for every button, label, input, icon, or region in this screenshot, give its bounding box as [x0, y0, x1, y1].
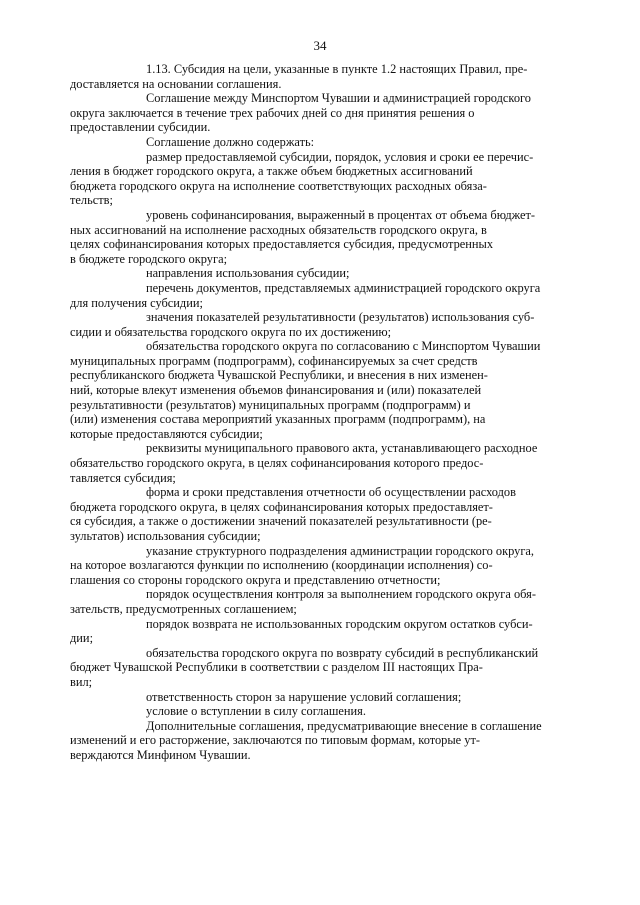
text-line: уровень софинансирования, выраженный в процентах от объема бюджет- [146, 207, 536, 222]
text-line: обязательства городского округа по возврату субсидий в республиканский [146, 645, 539, 660]
paragraph [70, 339, 596, 441]
text-line: тельств; [70, 193, 113, 208]
text-line: ления в бюджет городского округа, а также объем бюджетных ассигнований [70, 164, 473, 179]
paragraph [70, 280, 596, 310]
page-body [70, 62, 596, 763]
text-line: условие о вступлении в силу соглашения. [146, 704, 366, 719]
paragraph [70, 616, 596, 646]
text-line: 1.13. Субсидия на цели, указанные в пункте 1.2 настоящих Правил, пре- [146, 62, 528, 76]
text-line: Дополнительные соглашения, предусматривающие внесение в соглашение [146, 718, 542, 733]
text-line: ний, которые влекут изменения объемов финансирования и (или) показателей [70, 383, 482, 398]
paragraph [70, 718, 596, 763]
paragraph [70, 207, 596, 266]
paragraph [70, 645, 596, 690]
text-line: зультатов) использования субсидии; [70, 529, 261, 543]
paragraph [108, 135, 596, 150]
paragraph [70, 485, 596, 543]
text-line: в бюджете городского округа; [70, 251, 228, 266]
text-line: верждаются Минфином Чувашии. [70, 747, 251, 762]
paragraph [70, 91, 596, 135]
text-line: которые предоставляются субсидии; [70, 426, 263, 441]
text-line: ся субсидия, а также о достижении значений показателей результативности (ре- [70, 514, 492, 529]
text-line: тавляется субсидия; [70, 470, 176, 485]
text-line: ных ассигнований на исполнение расходных обязательств городского округа, в [70, 222, 487, 237]
paragraph [108, 266, 596, 281]
text-line: Соглашение между Минспортом Чувашии и администрацией городского [146, 91, 531, 106]
paragraph [108, 690, 596, 705]
text-line: значения показателей результативности (результатов) использования суб- [146, 310, 535, 325]
text-line: зательств, предусмотренных соглашением; [70, 601, 297, 616]
text-line: республиканского бюджета Чувашской Республики, и внесения в них изменен- [70, 368, 488, 383]
text-line: форма и сроки представления отчетности об осуществлении расходов [146, 485, 516, 500]
text-line: на которое возлагаются функции по исполнению (координации исполнения) со- [70, 558, 493, 573]
paragraph [70, 543, 596, 588]
text-line: муниципальных программ (подпрограмм), софинансируемых за счет средств [70, 353, 478, 368]
text-line: ответственность сторон за нарушение условий соглашения; [146, 689, 462, 704]
text-line: предоставлении субсидии. [70, 120, 211, 135]
text-line: порядок возврата не использованных городским округом остатков субси- [146, 616, 533, 631]
text-line: бюджета городского округа, в целях софинансирования которых предоставляет- [70, 499, 493, 514]
text-line: вил; [70, 674, 93, 689]
text-line: обязательства городского округа по согласованию с Минспортом Чувашии [146, 339, 541, 354]
text-line: бюджета городского округа на исполнение соответствующих расходных обяза- [70, 178, 487, 193]
text-line: направления использования субсидии; [146, 266, 350, 281]
text-line: бюджет Чувашской Республики в соответствии с разделом III настоящих Пра- [70, 660, 483, 675]
text-line: дии; [70, 631, 94, 646]
paragraph [70, 62, 596, 91]
paragraph [70, 587, 596, 616]
text-line: глашения со стороны городского округа и представлению отчетности; [70, 572, 441, 587]
paragraph [70, 441, 596, 485]
text-line: реквизиты муниципального правового акта, устанавливающего расходное [146, 441, 538, 456]
text-line: обязательство городского округа, в целях софинансирования которого предос- [70, 456, 484, 471]
text-line: Соглашение должно содержать: [146, 134, 315, 149]
page-number: 34 [313, 38, 327, 53]
text-line: порядок осуществления контроля за выполнением городского округа обя- [146, 587, 536, 602]
paragraph [70, 310, 596, 339]
text-line: для получения субсидии; [70, 295, 203, 310]
text-line: доставляется на основании соглашения. [70, 76, 282, 91]
text-line: указание структурного подразделения администрации городского округа, [146, 543, 535, 558]
text-line: сидии и обязательства городского округа по их достижению; [70, 324, 392, 339]
text-line: целях софинансирования которых предоставляется субсидия, предусмотренных [70, 237, 494, 252]
text-line: изменений и его расторжение, заключаются по типовым формам, которые ут- [70, 733, 481, 748]
text-line: результативности (результатов) муниципальных программ (подпрограмм) и [70, 397, 471, 412]
text-line: размер предоставляемой субсидии, порядок, условия и сроки ее перечис- [146, 149, 534, 164]
paragraph [70, 149, 596, 208]
text-line: перечень документов, представляемых администрацией городского округа [146, 280, 541, 295]
paragraph [108, 704, 596, 719]
text-line: округа заключается в течение трех рабочих дней со дня принятия решения о [70, 105, 475, 120]
text-line: (или) изменения состава мероприятий указанных программ (подпрограмм), на [70, 412, 486, 427]
